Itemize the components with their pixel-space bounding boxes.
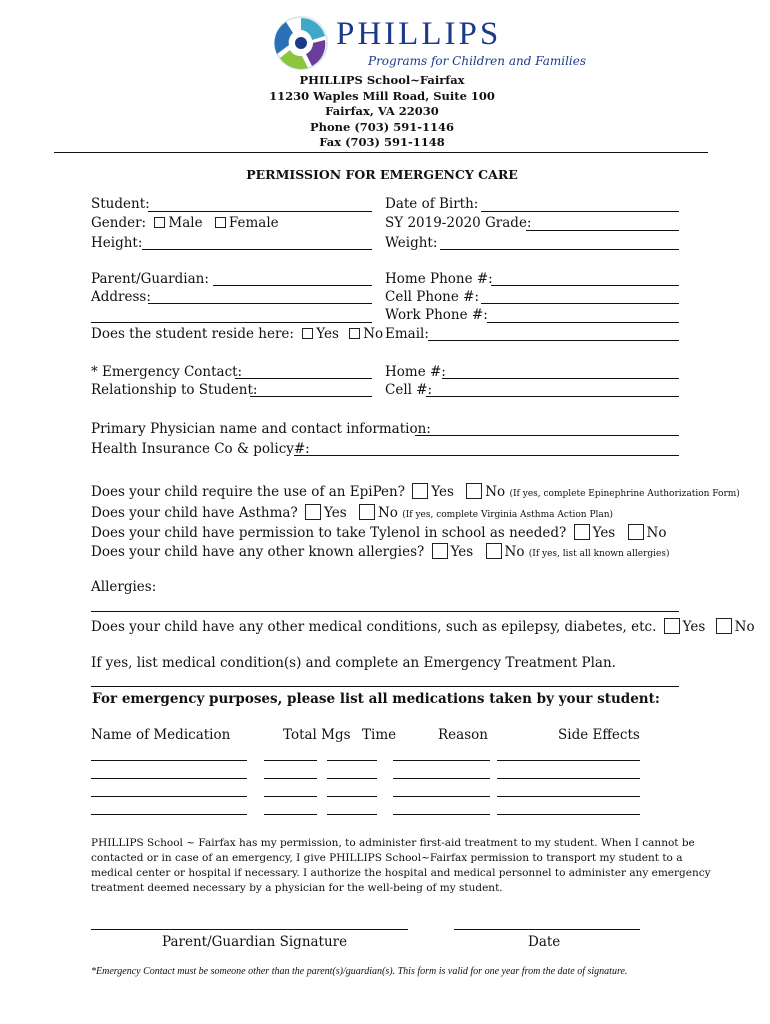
med-row-2-mgs[interactable] bbox=[264, 778, 317, 779]
medical-list-label: If yes, list medical condition(s) and complete an Emergency Treatment Plan. bbox=[91, 655, 616, 671]
med-row-2-name[interactable] bbox=[91, 778, 247, 779]
parent-field[interactable] bbox=[213, 285, 372, 286]
student-label: Student: bbox=[91, 196, 150, 212]
epipen-no-checkbox[interactable] bbox=[466, 483, 482, 499]
med-row-4-side[interactable] bbox=[497, 814, 640, 815]
parent-signature-label: Parent/Guardian Signature bbox=[162, 934, 348, 950]
logo bbox=[272, 14, 587, 74]
student-field[interactable] bbox=[148, 211, 372, 212]
gender-row bbox=[91, 215, 279, 231]
epipen-no-label: No bbox=[485, 484, 506, 500]
logo-title: PHILLIPS bbox=[336, 16, 502, 52]
med-row-4-reason[interactable] bbox=[393, 814, 490, 815]
epipen-question: Does your child require the use of an EpiPen? bbox=[91, 484, 405, 500]
tylenol-no-label: No bbox=[646, 525, 667, 541]
medical-yes-checkbox[interactable] bbox=[664, 618, 680, 634]
asthma-question: Does your child have Asthma? bbox=[91, 505, 298, 521]
allergies-no-checkbox[interactable] bbox=[486, 543, 502, 559]
col-reason-header: Reason bbox=[438, 727, 488, 743]
medications-heading: For emergency purposes, please list all medications taken by your student: bbox=[92, 691, 660, 707]
epipen-yes-checkbox[interactable] bbox=[412, 483, 428, 499]
home-phone-field[interactable] bbox=[491, 285, 679, 286]
reside-label: Does the student reside here: bbox=[91, 326, 294, 342]
parent-signature-field[interactable] bbox=[91, 929, 408, 930]
allergies-question: Does your child have any other known allergies? bbox=[91, 544, 425, 560]
medical-list-field[interactable] bbox=[91, 686, 679, 687]
asthma-yes-label: Yes bbox=[324, 505, 347, 521]
header-divider bbox=[54, 152, 708, 153]
medical-yes-label: Yes bbox=[682, 619, 706, 635]
med-row-2-reason[interactable] bbox=[393, 778, 490, 779]
grade-field[interactable] bbox=[526, 230, 679, 231]
cell-field[interactable] bbox=[426, 396, 679, 397]
home-label: Home #: bbox=[385, 364, 446, 380]
med-row-1-time[interactable] bbox=[327, 760, 377, 761]
epipen-yes-label: Yes bbox=[431, 484, 454, 500]
med-row-4-mgs[interactable] bbox=[264, 814, 317, 815]
med-row-3-mgs[interactable] bbox=[264, 796, 317, 797]
school-address-1: 11230 Waples Mill Road, Suite 100 bbox=[269, 88, 495, 103]
school-name: PHILLIPS School~Fairfax bbox=[299, 73, 465, 87]
tylenol-row bbox=[91, 524, 666, 541]
work-phone-label: Work Phone #: bbox=[385, 307, 488, 323]
physician-field[interactable] bbox=[415, 435, 679, 436]
relationship-label: Relationship to Student: bbox=[91, 382, 258, 398]
med-row-2-side[interactable] bbox=[497, 778, 640, 779]
female-checkbox[interactable] bbox=[215, 217, 226, 228]
allergies-no-label: No bbox=[504, 544, 525, 560]
grade-label: SY 2019-2020 Grade: bbox=[385, 215, 532, 231]
col-side-header: Side Effects bbox=[558, 727, 640, 743]
address-field-1[interactable] bbox=[148, 303, 372, 304]
height-field[interactable] bbox=[142, 249, 372, 250]
relationship-field[interactable] bbox=[250, 396, 372, 397]
email-label: Email: bbox=[385, 326, 429, 342]
cell-phone-label: Cell Phone #: bbox=[385, 289, 479, 305]
male-checkbox[interactable] bbox=[154, 217, 165, 228]
school-phone: Phone (703) 591-1146 bbox=[309, 119, 455, 134]
logo-subtitle: Programs for Children and Families bbox=[368, 54, 587, 68]
reside-yes-label: Yes bbox=[316, 326, 339, 342]
work-phone-field[interactable] bbox=[487, 322, 679, 323]
weight-label: Weight: bbox=[385, 235, 438, 251]
reside-no-checkbox[interactable] bbox=[349, 328, 360, 339]
cell-phone-field[interactable] bbox=[481, 303, 679, 304]
asthma-row bbox=[91, 504, 613, 521]
footnote: *Emergency Contact must be someone other than the parent(s)/guardian(s). This form is valid for one year from the date of signature. bbox=[91, 966, 628, 977]
height-label: Height: bbox=[91, 235, 143, 251]
med-row-4-time[interactable] bbox=[327, 814, 377, 815]
med-row-1-side[interactable] bbox=[497, 760, 640, 761]
allergies-row bbox=[91, 543, 670, 560]
allergies-yes-checkbox[interactable] bbox=[432, 543, 448, 559]
reside-row bbox=[91, 326, 383, 342]
tylenol-yes-label: Yes bbox=[592, 525, 616, 541]
male-label: Male bbox=[168, 215, 203, 231]
tylenol-no-checkbox[interactable] bbox=[628, 524, 644, 540]
cell-label: Cell #: bbox=[385, 382, 433, 398]
weight-field[interactable] bbox=[440, 249, 679, 250]
col-mgs-header: Total Mgs bbox=[283, 727, 351, 743]
address-label: Address: bbox=[91, 289, 151, 305]
tylenol-yes-checkbox[interactable] bbox=[574, 524, 590, 540]
allergies-note: (If yes, list all known allergies) bbox=[528, 549, 670, 559]
col-time-header: Time bbox=[362, 727, 397, 743]
medical-no-checkbox[interactable] bbox=[716, 618, 732, 634]
reside-no-label: No bbox=[363, 326, 384, 342]
allergies-field[interactable] bbox=[91, 611, 679, 612]
med-row-3-name[interactable] bbox=[91, 796, 247, 797]
home-phone-label: Home Phone #: bbox=[385, 271, 493, 287]
asthma-no-label: No bbox=[377, 505, 398, 521]
school-header bbox=[0, 73, 764, 151]
col-name-header: Name of Medication bbox=[91, 727, 231, 743]
home-field[interactable] bbox=[442, 378, 679, 379]
female-label: Female bbox=[228, 215, 279, 231]
reside-yes-checkbox[interactable] bbox=[302, 328, 313, 339]
allergies-label: Allergies: bbox=[91, 579, 157, 595]
medical-no-label: No bbox=[734, 619, 755, 635]
insurance-field[interactable] bbox=[294, 455, 679, 456]
dob-field[interactable] bbox=[481, 211, 679, 212]
dob-label: Date of Birth: bbox=[385, 196, 479, 212]
asthma-note: (If yes, complete Virginia Asthma Action Plan) bbox=[402, 510, 614, 520]
epipen-row bbox=[91, 483, 740, 500]
email-field[interactable] bbox=[428, 340, 679, 341]
insurance-label: Health Insurance Co & policy#: bbox=[91, 441, 310, 457]
medical-row bbox=[91, 618, 755, 635]
med-row-1-mgs[interactable] bbox=[264, 760, 317, 761]
phillips-logo-icon bbox=[272, 14, 330, 72]
school-fax: Fax (703) 591-1148 bbox=[319, 135, 445, 149]
med-row-4-name[interactable] bbox=[91, 814, 247, 815]
school-address-2: Fairfax, VA 22030 bbox=[325, 104, 439, 118]
med-row-2-time[interactable] bbox=[327, 778, 377, 779]
med-row-3-time[interactable] bbox=[327, 796, 377, 797]
epipen-note: (If yes, complete Epinephrine Authorization Form) bbox=[509, 489, 740, 499]
date-label: Date bbox=[528, 934, 561, 950]
consent-text: PHILLIPS School ~ Fairfax has my permission, to administer first-aid treatment to my student. When I cannot be contacted or in case of an emergency, I give PHILLIPS School~Fairfax permission to transport my student to a medical center or hospital if necessary. I authorize the hospital and medical personnel to administer any emergency treatment deemed necessary by a physician for the well-being of my student. bbox=[91, 837, 711, 894]
med-row-3-side[interactable] bbox=[497, 796, 640, 797]
gender-label: Gender: bbox=[91, 215, 147, 231]
address-field-2[interactable] bbox=[91, 322, 372, 323]
emergency-contact-field[interactable] bbox=[235, 378, 372, 379]
med-row-3-reason[interactable] bbox=[393, 796, 490, 797]
med-row-1-reason[interactable] bbox=[393, 760, 490, 761]
asthma-yes-checkbox[interactable] bbox=[305, 504, 321, 520]
parent-label: Parent/Guardian: bbox=[91, 271, 209, 287]
emergency-contact-label: * Emergency Contact: bbox=[91, 364, 243, 380]
date-field[interactable] bbox=[454, 929, 640, 930]
medical-question: Does your child have any other medical conditions, such as epilepsy, diabetes, etc. bbox=[91, 619, 657, 635]
tylenol-question: Does your child have permission to take Tylenol in school as needed? bbox=[91, 525, 567, 541]
asthma-no-checkbox[interactable] bbox=[359, 504, 375, 520]
allergies-yes-label: Yes bbox=[450, 544, 474, 560]
form-title: PERMISSION FOR EMERGENCY CARE bbox=[246, 167, 518, 182]
physician-label: Primary Physician name and contact information: bbox=[91, 421, 431, 437]
med-row-1-name[interactable] bbox=[91, 760, 247, 761]
